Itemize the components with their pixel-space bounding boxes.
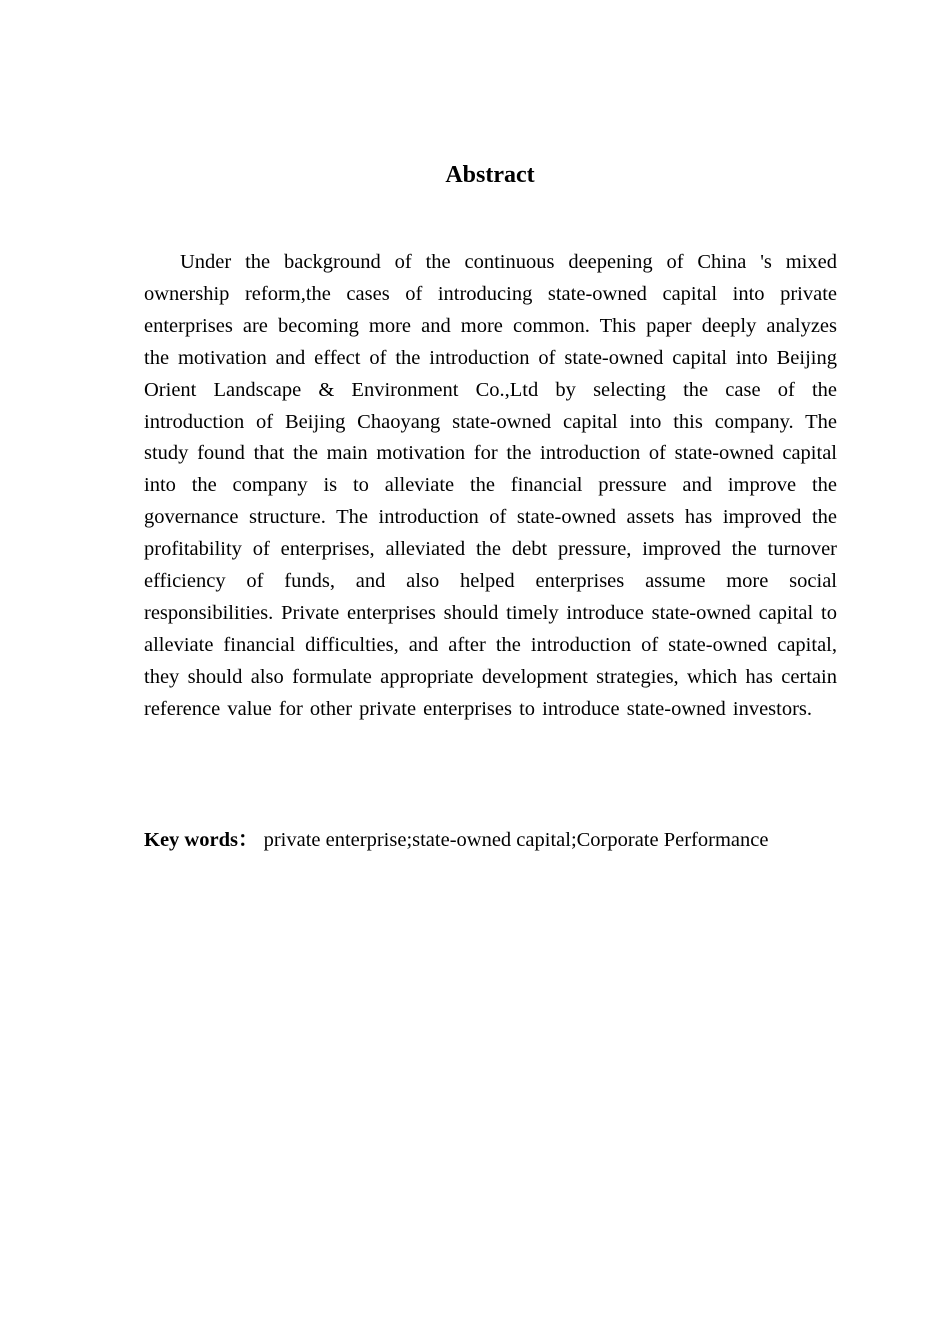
keywords-label: Key words： xyxy=(144,829,259,851)
abstract-body: Under the background of the continuous deepening of China 's mixed ownership reform,the cases of introducing state-owned capital into private enterprises are becoming more and more common. This paper deeply analyzes the motivation and effect of the introduction of state-owned capital into Beijing Orient Landscape & Environment Co.,Ltd by selecting the case of the introduction of Beijing Chaoyang state-owned capital into this company. The study found that the main motivation for the introduction of state-owned capital into the company is to alleviate the financial pressure and improve the governance structure. The introduction of state-owned assets has improved the profitability of enterprises, alleviated the debt pressure, improved the turnover efficiency of funds, and also helped enterprises assume more social responsibilities. Private enterprises should timely introduce state-owned capital to alleviate financial difficulties, and after the introduction of state-owned capital, they should also formulate appropriate development strategies, which has certain reference value for other private enterprises to introduce state-owned investors. xyxy=(144,251,837,720)
keywords-value: private enterprise;state-owned capital;Corporate Performance xyxy=(263,829,769,851)
abstract-title: Abstract xyxy=(445,162,535,188)
keywords-line xyxy=(144,824,864,856)
